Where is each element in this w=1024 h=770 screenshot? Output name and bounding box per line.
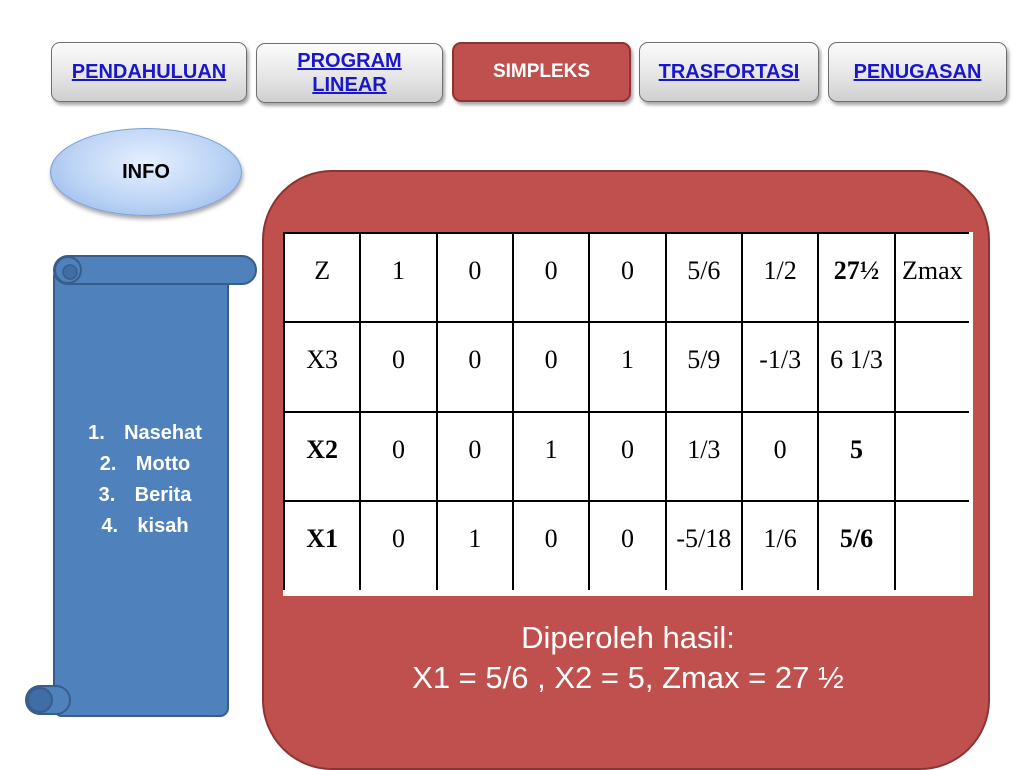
info-list-item[interactable] (60, 418, 230, 449)
list-text: Motto (135, 453, 191, 475)
table-cell: 0 (360, 322, 436, 411)
table-cell (895, 412, 971, 501)
table-cell: 1 (360, 233, 436, 322)
list-number: 4. (101, 515, 119, 537)
info-button[interactable] (50, 128, 242, 216)
table-cell: 27½ (818, 233, 894, 322)
list-text: kisah (137, 515, 189, 537)
table-row (284, 322, 971, 411)
table-cell: 6 1/3 (818, 322, 894, 411)
nav-trasfortasi-button[interactable] (639, 42, 819, 102)
table-cell: 0 (513, 233, 589, 322)
info-list-item[interactable] (60, 449, 230, 480)
nav-program-line1: PROGRAM (297, 50, 402, 72)
table-cell: 5/9 (666, 322, 742, 411)
table-cell: 0 (360, 412, 436, 501)
list-number: 3. (98, 484, 116, 506)
table-cell: 0 (513, 501, 589, 593)
result-text (283, 618, 973, 698)
scroll-banner (20, 250, 260, 720)
list-text: Berita (134, 484, 192, 506)
nav-penugasan-label: PENUGASAN (853, 61, 982, 83)
table-row (284, 412, 971, 501)
result-line2: X1 = 5/6 , X2 = 5, Zmax = 27 ½ (412, 660, 844, 695)
table-cell: 5 (818, 412, 894, 501)
list-number: 1. (88, 422, 105, 444)
table-cell: Zmax (895, 233, 971, 322)
table-row (284, 501, 971, 593)
table-cell (895, 501, 971, 593)
nav-simpleks-button[interactable] (452, 42, 631, 102)
nav-program-linear-label (297, 49, 401, 97)
info-label: INFO (122, 160, 170, 183)
table-cell: 0 (589, 501, 665, 593)
table-cell: 1/3 (666, 412, 742, 501)
table-cell: 1 (589, 322, 665, 411)
table-cell: X1 (284, 501, 360, 593)
table-cell: 1/6 (742, 501, 818, 593)
nav-simpleks-label: SIMPLEKS (492, 61, 591, 82)
info-list-item[interactable] (60, 480, 230, 511)
list-number: 2. (99, 453, 117, 475)
table-cell: 0 (589, 412, 665, 501)
list-text: Nasehat (124, 422, 202, 444)
nav-trasfortasi-label: TRASFORTASI (658, 61, 800, 83)
table-cell: 1 (513, 412, 589, 501)
nav-penugasan-button[interactable] (828, 42, 1007, 102)
simplex-table (283, 232, 973, 596)
table-row (284, 233, 971, 322)
info-list-item[interactable] (60, 511, 230, 542)
table-cell (895, 322, 971, 411)
table-cell: 0 (742, 412, 818, 501)
table-cell: Z (284, 233, 360, 322)
table-cell: 0 (513, 322, 589, 411)
table-cell: 1 (437, 501, 513, 593)
table-cell: X2 (284, 412, 360, 501)
table-cell: 5/6 (666, 233, 742, 322)
table-cell: -1/3 (742, 322, 818, 411)
table-cell: 0 (360, 501, 436, 593)
nav-program-line2: LINEAR (312, 74, 387, 96)
result-line1: Diperoleh hasil: (521, 620, 735, 655)
table-cell: 0 (437, 412, 513, 501)
nav-program-linear-button[interactable] (256, 43, 443, 103)
table-cell: 0 (589, 233, 665, 322)
table-cell: X3 (284, 322, 360, 411)
table-cell: -5/18 (666, 501, 742, 593)
table-cell: 5/6 (818, 501, 894, 593)
table-cell: 1/2 (742, 233, 818, 322)
table-cell: 0 (437, 233, 513, 322)
nav-pendahuluan-button[interactable] (51, 42, 247, 102)
info-list (60, 418, 230, 542)
table-cell: 0 (437, 322, 513, 411)
nav-pendahuluan-label: PENDAHULUAN (71, 61, 227, 83)
